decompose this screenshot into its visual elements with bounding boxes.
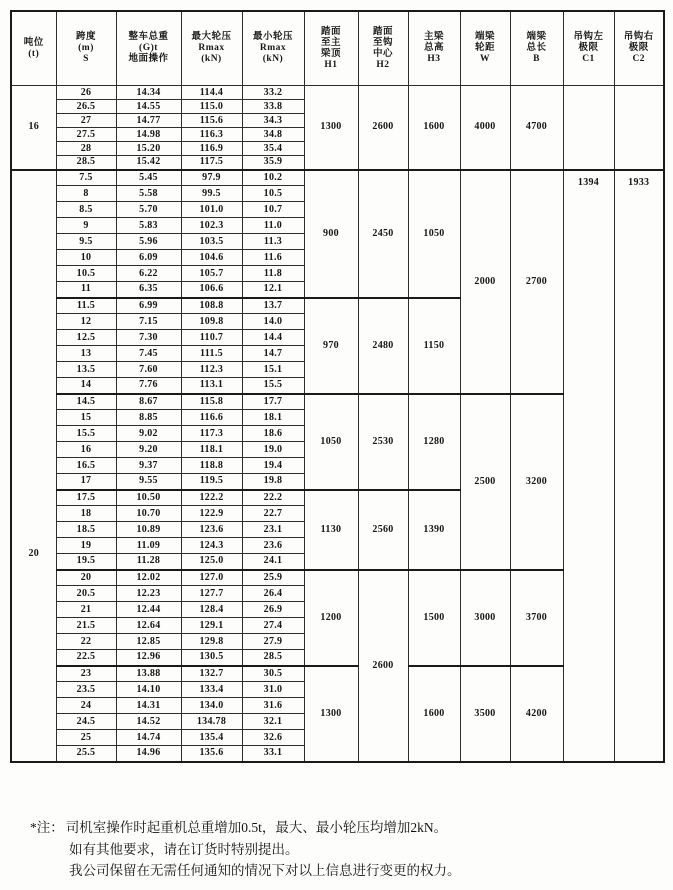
cell-rmax: 101.0 <box>181 202 242 218</box>
cell-span: 14 <box>56 378 116 394</box>
cell-rmin: 23.6 <box>242 538 304 554</box>
cell-rmin: 28.5 <box>242 650 304 666</box>
cell-b: 4200 <box>510 666 563 762</box>
cell-rmin: 18.6 <box>242 426 304 442</box>
cell-rmin: 11.6 <box>242 250 304 266</box>
cell-weight: 12.44 <box>116 602 181 618</box>
cell-weight: 11.09 <box>116 538 181 554</box>
header-line: 中心 <box>372 48 393 59</box>
header-line: 端梁 <box>526 32 547 42</box>
cell-h3: 1600 <box>408 86 460 170</box>
cell-weight: 13.88 <box>116 666 181 682</box>
cell-rmin: 10.7 <box>242 202 304 218</box>
header-line: 至主 <box>320 37 341 48</box>
cell-weight: 7.15 <box>116 314 181 330</box>
cell-weight: 5.58 <box>116 186 181 202</box>
cell-span: 8.5 <box>56 202 116 218</box>
cell-weight: 6.35 <box>116 282 181 298</box>
header-line: 地面操作 <box>128 54 169 64</box>
header-line: B <box>533 54 540 64</box>
cell-span: 25.5 <box>56 746 116 762</box>
cell-span: 19 <box>56 538 116 554</box>
cell-weight: 14.52 <box>116 714 181 730</box>
cell-span: 26.5 <box>56 100 116 114</box>
cell-rmin: 12.1 <box>242 282 304 298</box>
cell-span: 17.5 <box>56 490 116 506</box>
cell-span: 26 <box>56 86 116 100</box>
cell-rmax: 133.4 <box>181 682 242 698</box>
cell-rmin: 33.1 <box>242 746 304 762</box>
cell-h1: 1300 <box>304 666 358 762</box>
cell-span: 16 <box>56 442 116 458</box>
cell-rmin: 19.0 <box>242 442 304 458</box>
cell-weight: 14.34 <box>116 86 181 100</box>
cell-rmin: 10.2 <box>242 170 304 186</box>
cell-rmin: 32.1 <box>242 714 304 730</box>
cell-rmax: 117.3 <box>181 426 242 442</box>
cell-h1: 1050 <box>304 394 358 490</box>
table-body <box>11 86 664 762</box>
cell-h2: 2530 <box>358 394 408 490</box>
footnote-line: 我公司保留在无需任何通知的情况下对以上信息进行变更的权力。 <box>69 863 461 878</box>
cell-rmin: 15.5 <box>242 378 304 394</box>
cell-span: 23 <box>56 666 116 682</box>
cell-rmax: 109.8 <box>181 314 242 330</box>
header-line: 整车总重 <box>128 32 169 42</box>
cell-rmax: 122.9 <box>181 506 242 522</box>
cell-rmax: 108.8 <box>181 298 242 314</box>
col-header-c2 <box>614 11 664 86</box>
cell-weight: 5.45 <box>116 170 181 186</box>
cell-b: 4700 <box>510 86 563 170</box>
cell-weight: 10.89 <box>116 522 181 538</box>
cell-span: 11 <box>56 282 116 298</box>
cell-weight: 10.70 <box>116 506 181 522</box>
cell-span: 23.5 <box>56 682 116 698</box>
cell-weight: 10.50 <box>116 490 181 506</box>
cell-rmin: 31.6 <box>242 698 304 714</box>
cell-weight: 7.76 <box>116 378 181 394</box>
cell-rmin: 23.1 <box>242 522 304 538</box>
table-row <box>11 86 664 100</box>
cell-rmin: 25.9 <box>242 570 304 586</box>
header-line: 最小轮压 <box>252 32 293 42</box>
cell-rmin: 19.4 <box>242 458 304 474</box>
cell-weight: 14.77 <box>116 114 181 128</box>
cell-rmax: 115.8 <box>181 394 242 410</box>
cell-weight: 12.85 <box>116 634 181 650</box>
cell-span: 21.5 <box>56 618 116 634</box>
cell-w: 2000 <box>460 170 510 394</box>
cell-h1: 1300 <box>304 86 358 170</box>
cell-rmax: 135.4 <box>181 730 242 746</box>
cell-rmin: 26.9 <box>242 602 304 618</box>
cell-rmin: 11.8 <box>242 266 304 282</box>
cell-c1 <box>563 86 614 170</box>
cell-weight: 14.74 <box>116 730 181 746</box>
cell-h2: 2560 <box>358 490 408 570</box>
cell-rmin: 22.2 <box>242 490 304 506</box>
cell-rmax: 135.6 <box>181 746 242 762</box>
footnotes <box>30 817 650 882</box>
footnote-line <box>30 817 650 839</box>
cell-weight: 12.02 <box>116 570 181 586</box>
cell-w: 2500 <box>460 394 510 570</box>
cell-weight: 7.60 <box>116 362 181 378</box>
cell-span: 27 <box>56 114 116 128</box>
cell-rmax: 129.1 <box>181 618 242 634</box>
cell-rmax: 104.6 <box>181 250 242 266</box>
cell-rmin: 34.3 <box>242 114 304 128</box>
cell-rmin: 19.8 <box>242 474 304 490</box>
cell-rmin: 22.7 <box>242 506 304 522</box>
cell-h1: 900 <box>304 170 358 298</box>
cell-weight: 6.09 <box>116 250 181 266</box>
cell-c1: 1394 <box>563 170 614 762</box>
cell-rmax: 115.0 <box>181 100 242 114</box>
cell-span: 20.5 <box>56 586 116 602</box>
header-line: 吨位 <box>23 37 44 48</box>
cell-rmax: 122.2 <box>181 490 242 506</box>
cell-weight: 9.55 <box>116 474 181 490</box>
cell-span: 12 <box>56 314 116 330</box>
cell-span: 9.5 <box>56 234 116 250</box>
header-line: 吊钩右 <box>623 32 654 42</box>
cell-h3: 1050 <box>408 170 460 298</box>
cell-weight: 6.22 <box>116 266 181 282</box>
cell-rmin: 31.0 <box>242 682 304 698</box>
table-header <box>11 11 664 86</box>
header-line: 跨度 <box>75 32 96 42</box>
cell-span: 20 <box>56 570 116 586</box>
cell-span: 9 <box>56 218 116 234</box>
cell-rmax: 130.5 <box>181 650 242 666</box>
cell-rmax: 116.6 <box>181 410 242 426</box>
cell-h3: 1150 <box>408 298 460 394</box>
cell-rmin: 35.9 <box>242 156 304 170</box>
col-header-rmax <box>181 11 242 86</box>
header-line: 轮距 <box>474 43 495 53</box>
cell-rmax: 132.7 <box>181 666 242 682</box>
cell-weight: 8.85 <box>116 410 181 426</box>
cell-h3: 1390 <box>408 490 460 570</box>
cell-rmin: 35.4 <box>242 142 304 156</box>
col-header-h2 <box>358 11 408 86</box>
header-line: S <box>83 54 89 64</box>
cell-weight: 12.23 <box>116 586 181 602</box>
cell-rmin: 14.0 <box>242 314 304 330</box>
cell-span: 18.5 <box>56 522 116 538</box>
header-row <box>11 11 664 86</box>
cell-rmax: 115.6 <box>181 114 242 128</box>
cell-rmax: 124.3 <box>181 538 242 554</box>
cell-h2: 2480 <box>358 298 408 394</box>
cell-rmax: 127.0 <box>181 570 242 586</box>
cell-span: 24 <box>56 698 116 714</box>
cell-rmin: 11.0 <box>242 218 304 234</box>
header-line: Rmax <box>198 43 225 53</box>
cell-rmax: 103.5 <box>181 234 242 250</box>
cell-h1: 1130 <box>304 490 358 570</box>
cell-weight: 14.96 <box>116 746 181 762</box>
cell-span: 25 <box>56 730 116 746</box>
cell-weight: 9.37 <box>116 458 181 474</box>
header-line: (m) <box>78 43 94 53</box>
header-line: Rmax <box>259 43 287 53</box>
cell-span: 12.5 <box>56 330 116 346</box>
cell-span: 28 <box>56 142 116 156</box>
cell-rmax: 113.1 <box>181 378 242 394</box>
header-line: (t) <box>28 48 40 59</box>
cell-rmin: 33.8 <box>242 100 304 114</box>
cell-span: 21 <box>56 602 116 618</box>
header-line: 极限 <box>578 43 599 53</box>
cell-rmax: 134.78 <box>181 714 242 730</box>
header-line: (kN) <box>262 54 284 64</box>
cell-weight: 5.96 <box>116 234 181 250</box>
cell-c2 <box>614 86 664 170</box>
cell-c2: 1933 <box>614 170 664 762</box>
cell-rmax: 114.4 <box>181 86 242 100</box>
cell-span: 18 <box>56 506 116 522</box>
cell-span: 13.5 <box>56 362 116 378</box>
cell-w: 4000 <box>460 86 510 170</box>
cell-tonnage: 20 <box>11 170 56 762</box>
cell-weight: 14.31 <box>116 698 181 714</box>
cell-rmax: 134.0 <box>181 698 242 714</box>
header-line: (G)t <box>139 43 158 53</box>
cell-rmax: 118.8 <box>181 458 242 474</box>
cell-tonnage: 16 <box>11 86 56 170</box>
header-line: 踏面 <box>320 26 341 37</box>
cell-rmax: 127.7 <box>181 586 242 602</box>
cell-h2: 2600 <box>358 570 408 762</box>
cell-span: 14.5 <box>56 394 116 410</box>
col-header-b <box>510 11 563 86</box>
cell-span: 11.5 <box>56 298 116 314</box>
header-line: 端梁 <box>474 32 495 42</box>
header-line: 踏面 <box>372 26 393 37</box>
cell-rmax: 102.3 <box>181 218 242 234</box>
cell-rmax: 99.5 <box>181 186 242 202</box>
cell-b: 2700 <box>510 170 563 394</box>
col-header-tonnage <box>11 11 56 86</box>
crane-spec-table <box>10 10 665 763</box>
cell-rmax: 123.6 <box>181 522 242 538</box>
cell-weight: 5.70 <box>116 202 181 218</box>
cell-rmax: 105.7 <box>181 266 242 282</box>
header-line: H3 <box>427 54 441 64</box>
cell-rmin: 27.4 <box>242 618 304 634</box>
header-line: H1 <box>324 59 338 70</box>
cell-weight: 14.10 <box>116 682 181 698</box>
cell-h2: 2450 <box>358 170 408 298</box>
cell-span: 28.5 <box>56 156 116 170</box>
cell-span: 13 <box>56 346 116 362</box>
cell-weight: 7.45 <box>116 346 181 362</box>
cell-h1: 1200 <box>304 570 358 666</box>
cell-rmax: 117.5 <box>181 156 242 170</box>
cell-span: 10.5 <box>56 266 116 282</box>
cell-span: 24.5 <box>56 714 116 730</box>
header-line: 极限 <box>628 43 649 53</box>
cell-weight: 14.55 <box>116 100 181 114</box>
cell-rmin: 11.3 <box>242 234 304 250</box>
cell-span: 22 <box>56 634 116 650</box>
header-line: C2 <box>632 54 646 64</box>
cell-weight: 6.99 <box>116 298 181 314</box>
col-header-w <box>460 11 510 86</box>
cell-w: 3000 <box>460 570 510 666</box>
header-line: W <box>480 54 490 64</box>
cell-h3: 1500 <box>408 570 460 666</box>
footnote-prefix: *注： <box>30 820 64 835</box>
header-line: 吊钩左 <box>573 32 604 42</box>
cell-rmax: 116.9 <box>181 142 242 156</box>
header-line: 主梁 <box>423 32 444 42</box>
cell-weight: 15.20 <box>116 142 181 156</box>
cell-weight: 9.02 <box>116 426 181 442</box>
header-line: 最大轮压 <box>191 32 232 42</box>
table-row <box>11 170 664 186</box>
cell-rmin: 14.4 <box>242 330 304 346</box>
header-line: 至钩 <box>372 37 393 48</box>
col-header-c1 <box>563 11 614 86</box>
header-line: 总高 <box>423 43 444 53</box>
cell-rmin: 15.1 <box>242 362 304 378</box>
col-header-weight <box>116 11 181 86</box>
cell-rmin: 10.5 <box>242 186 304 202</box>
cell-rmax: 128.4 <box>181 602 242 618</box>
cell-rmin: 27.9 <box>242 634 304 650</box>
cell-rmax: 106.6 <box>181 282 242 298</box>
cell-rmax: 111.5 <box>181 346 242 362</box>
cell-rmax: 129.8 <box>181 634 242 650</box>
cell-span: 8 <box>56 186 116 202</box>
cell-rmin: 26.4 <box>242 586 304 602</box>
cell-rmin: 33.2 <box>242 86 304 100</box>
cell-weight: 12.96 <box>116 650 181 666</box>
header-line: C1 <box>582 54 595 64</box>
footnote-line: 如有其他要求，请在订货时特别提出。 <box>69 841 299 857</box>
cell-rmin: 34.8 <box>242 128 304 142</box>
cell-span: 10 <box>56 250 116 266</box>
cell-rmax: 97.9 <box>181 170 242 186</box>
col-header-rmin <box>242 11 304 86</box>
cell-span: 17 <box>56 474 116 490</box>
cell-weight: 12.64 <box>116 618 181 634</box>
header-line: 梁顶 <box>320 48 341 59</box>
cell-span: 16.5 <box>56 458 116 474</box>
cell-rmin: 17.7 <box>242 394 304 410</box>
cell-rmax: 112.3 <box>181 362 242 378</box>
col-header-h3 <box>408 11 460 86</box>
cell-rmin: 14.7 <box>242 346 304 362</box>
cell-rmax: 125.0 <box>181 554 242 570</box>
cell-weight: 8.67 <box>116 394 181 410</box>
cell-w: 3500 <box>460 666 510 762</box>
cell-span: 15 <box>56 410 116 426</box>
cell-weight: 7.30 <box>116 330 181 346</box>
header-line: H2 <box>376 59 390 70</box>
col-header-h1 <box>304 11 358 86</box>
cell-rmin: 18.1 <box>242 410 304 426</box>
cell-span: 7.5 <box>56 170 116 186</box>
cell-weight: 14.98 <box>116 128 181 142</box>
cell-rmax: 116.3 <box>181 128 242 142</box>
cell-b: 3200 <box>510 394 563 570</box>
cell-weight: 11.28 <box>116 554 181 570</box>
cell-span: 22.5 <box>56 650 116 666</box>
cell-rmin: 24.1 <box>242 554 304 570</box>
cell-h1: 970 <box>304 298 358 394</box>
cell-span: 19.5 <box>56 554 116 570</box>
cell-b: 3700 <box>510 570 563 666</box>
header-line: (kN) <box>201 54 222 64</box>
cell-rmax: 119.5 <box>181 474 242 490</box>
cell-span: 27.5 <box>56 128 116 142</box>
header-line: 总长 <box>526 43 547 53</box>
cell-weight: 9.20 <box>116 442 181 458</box>
cell-weight: 15.42 <box>116 156 181 170</box>
cell-weight: 5.83 <box>116 218 181 234</box>
cell-h3: 1600 <box>408 666 460 762</box>
cell-rmax: 118.1 <box>181 442 242 458</box>
footnote-text: 司机室操作时起重机总重增加0.5t，最大、最小轮压均增加2kN。 <box>65 820 448 835</box>
cell-rmin: 30.5 <box>242 666 304 682</box>
cell-h2: 2600 <box>358 86 408 170</box>
cell-h3: 1280 <box>408 394 460 490</box>
cell-rmax: 110.7 <box>181 330 242 346</box>
col-header-span <box>56 11 116 86</box>
cell-span: 15.5 <box>56 426 116 442</box>
cell-rmin: 13.7 <box>242 298 304 314</box>
cell-rmin: 32.6 <box>242 730 304 746</box>
